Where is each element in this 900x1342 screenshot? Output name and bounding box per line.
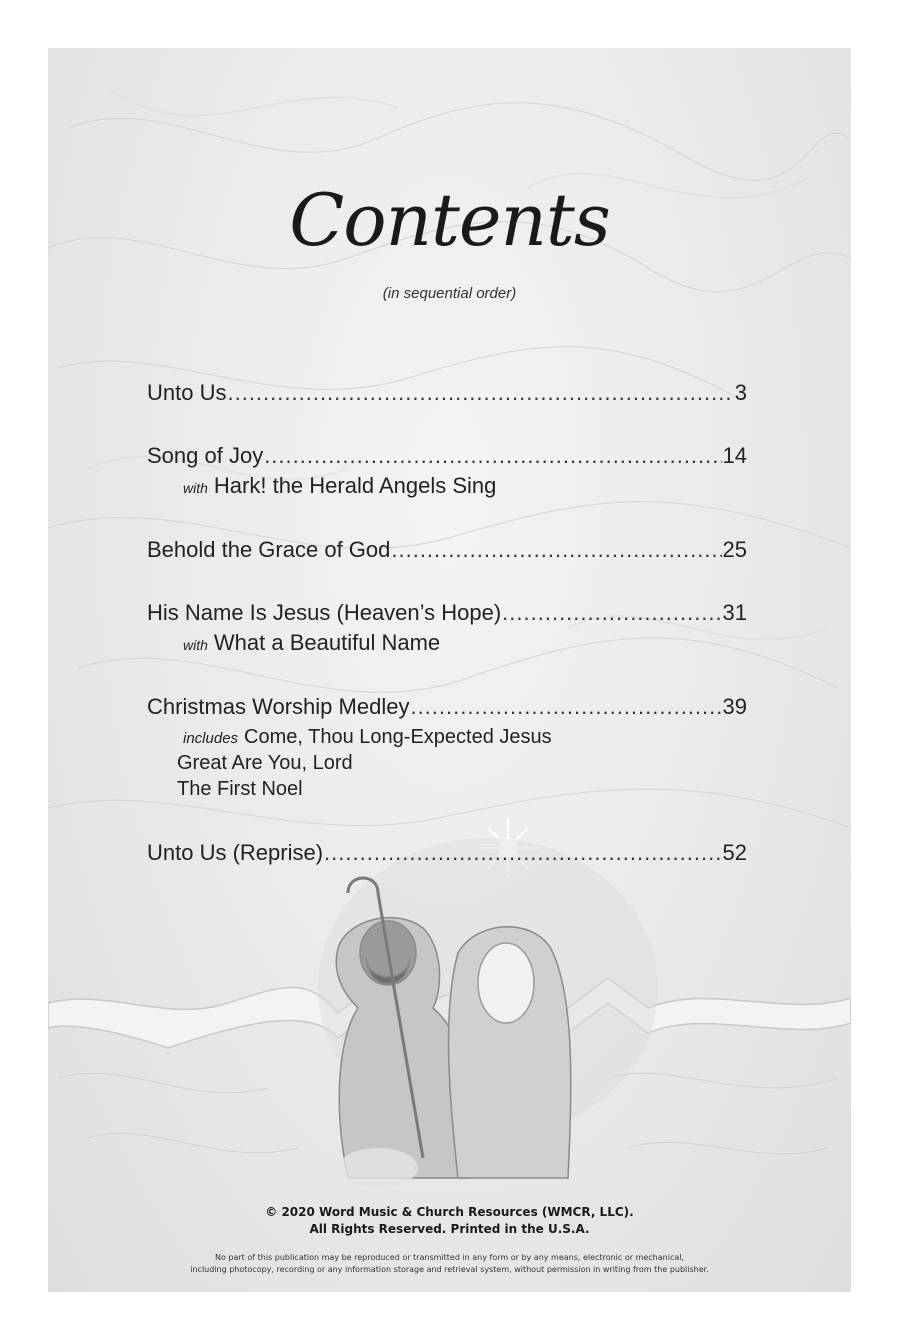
toc-entry [147, 535, 747, 565]
entry-title: Christmas Worship Medley [147, 694, 410, 719]
toc-entry [147, 692, 747, 802]
dot-leader [324, 838, 721, 868]
mary-figure [449, 927, 571, 1178]
toc-entry [147, 598, 747, 658]
includes-label: includes [183, 730, 239, 747]
with-label: with [183, 637, 208, 653]
copyright-line: All Rights Reserved. Printed in the U.S.A. [309, 1222, 590, 1236]
disclaimer-line: No part of this publication may be reproduced or transmitted in any form or by any means, electronic or mechanical, [214, 1253, 685, 1262]
entry-subtitle: Great Are You, Lord [177, 752, 353, 774]
entry-subtitle [147, 471, 747, 501]
toc-entry [147, 838, 747, 868]
copyright-line: © 2020 Word Music & Church Resources (WMCR, LLC). [265, 1205, 634, 1219]
entry-page-number: 31 [722, 600, 747, 625]
copyright-notice [48, 1204, 851, 1238]
dot-leader [264, 441, 721, 471]
disclaimer [48, 1252, 851, 1276]
dot-leader [391, 535, 721, 565]
entry-subtitle [147, 628, 747, 658]
entry-title: His Name Is Jesus (Heaven’s Hope) [147, 600, 502, 625]
with-title: What a Beautiful Name [213, 630, 441, 655]
page-subtitle: (in sequential order) [382, 285, 517, 302]
entry-page-number: 14 [722, 443, 747, 468]
dot-leader [502, 598, 721, 628]
toc-entry [147, 441, 747, 501]
entry-subtitle [147, 724, 747, 750]
entry-page-number: 52 [722, 840, 747, 865]
with-label: with [183, 480, 208, 496]
entry-title: Behold the Grace of God [147, 537, 391, 562]
entry-page-number: 39 [722, 694, 747, 719]
entry-title: Song of Joy [147, 443, 264, 468]
toc-entry [147, 378, 747, 408]
page-title: Contents [289, 178, 610, 262]
dot-leader [227, 378, 733, 408]
entry-page-number: 3 [734, 380, 747, 405]
entry-title: Unto Us (Reprise) [147, 840, 324, 865]
entry-subtitle: The First Noel [177, 778, 303, 800]
includes-title: Come, Thou Long-Expected Jesus [244, 726, 552, 748]
page [48, 48, 851, 1292]
entry-page-number: 25 [722, 537, 747, 562]
with-title: Hark! the Herald Angels Sing [213, 473, 497, 498]
entry-title: Unto Us [147, 380, 227, 405]
dot-leader [410, 692, 721, 722]
disclaimer-line: including photocopy, recording or any information storage and retrieval system, without permission in writing from the publisher. [190, 1265, 709, 1274]
